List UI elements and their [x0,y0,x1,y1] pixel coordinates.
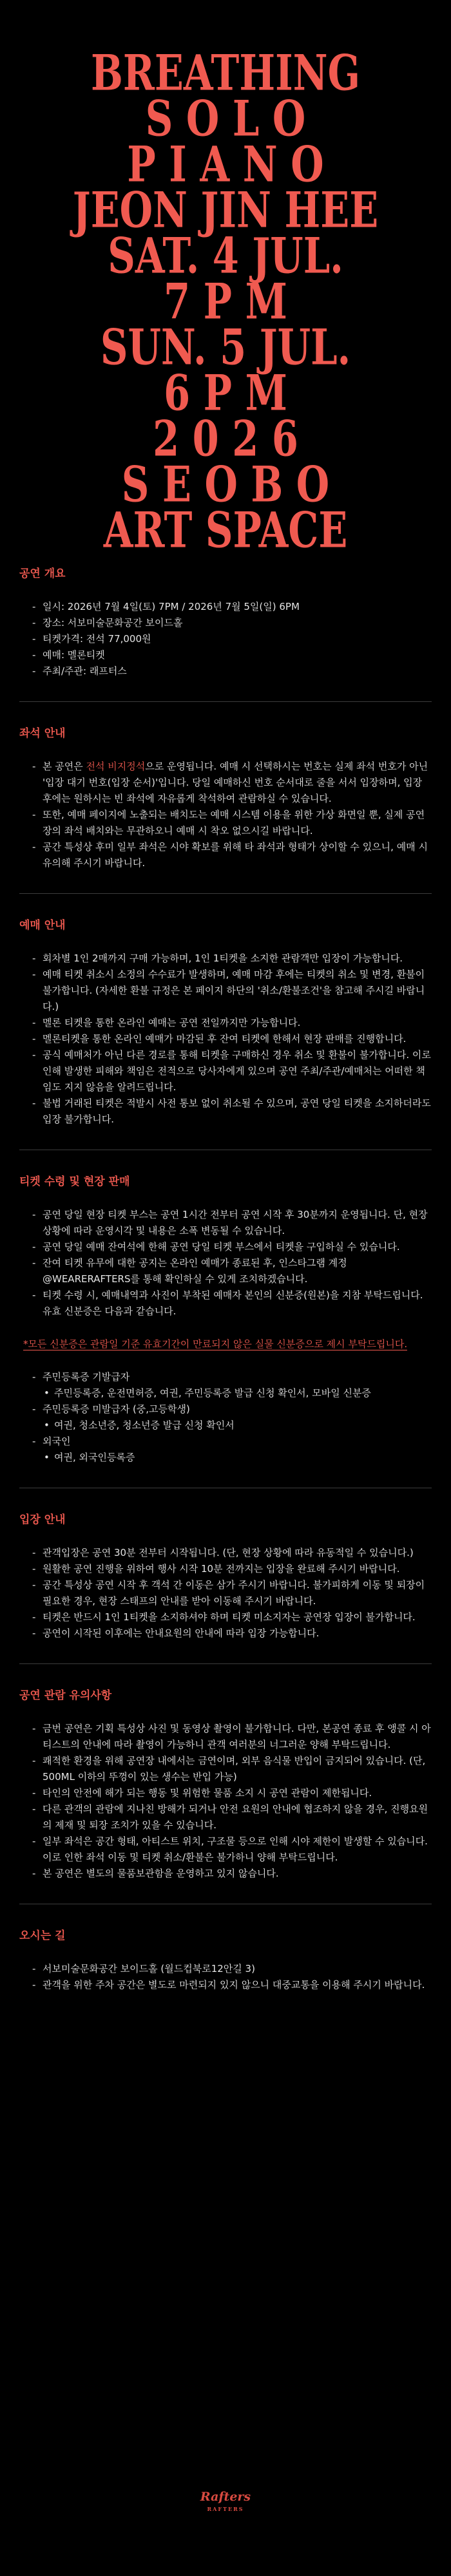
id-category: - 주민등록증 기발급자 [43,1369,432,1385]
valid-id-list [19,1369,432,1466]
info-text: 공연이 시작된 이후에는 안내요원의 안내에 따라 입장 가능합니다. [43,1627,320,1639]
poster-title-line: JEON JIN HEE [72,182,379,239]
section-list [19,1721,432,1882]
info-text: 금번 공연은 기획 특성상 사진 및 동영상 촬영이 불가합니다. 다만, 본공연 종료 후 앵콜 시 아티스트의 안내에 따라 촬영이 가능하니 관객 여러분의 너그러운 양해 부탁드립니다. [43,1723,431,1750]
info-item [43,807,432,839]
info-item [43,1866,432,1882]
logo-wordmark: Rafters [200,2490,251,2504]
info-text: 원활한 공연 진행을 위하여 행사 시작 10분 전까지는 입장을 완료해 주시기 바랍니다. [43,1563,400,1575]
info-item [43,1961,432,1977]
section-list [19,1207,432,1320]
section-list [19,1961,432,1993]
info-text: 본 공연은 [43,761,86,772]
info-item [43,1977,432,1993]
info-item [43,759,432,807]
section-list [19,1545,432,1642]
poster-title-line: SUN. 5 JUL. [100,319,351,376]
info-text: 다른 관객의 관람에 지나친 방해가 되거나 안전 요원의 안내에 협조하지 않을 경우, 진행요원의 제재 및 퇴장 조치가 있을 수 있습니다. [43,1803,428,1831]
info-text: 공식 예매처가 아닌 다른 경로를 통해 티켓을 구매하신 경우 취소 및 환불이 불가합니다. 이로 인해 발생한 피해와 책임은 전적으로 당사자에게 있으며 공연 주최/주관/예매처는 어떠한 책임도 지지 않음을 알려드립니다. [43,1049,431,1093]
info-text: 예매: 멜론티켓 [43,649,105,661]
info-text: 회차별 1인 2매까지 구매 가능하며, 1인 1티켓을 소지한 관람객만 입장이 가능합니다. [43,952,403,964]
info-text: 또한, 예매 페이지에 노출되는 배치도는 예매 시스템 이용을 위한 가상 화면일 뿐, 실제 공연장의 좌석 배치와는 무관하오니 예매 시 착오 없으시길 바랍니다. [43,809,425,837]
info-item [43,1625,432,1642]
section-title: 티켓 수령 및 현장 판매 [19,1175,130,1188]
poster-title-line: 2 0 2 6 [153,410,298,468]
info-text: 일시: 2026년 7월 4일(토) 7PM / 2026년 7월 5일(일) 6PM [43,601,300,612]
info-item [43,1239,432,1255]
info-item [43,1609,432,1625]
info-item [43,1545,432,1561]
id-type-detail: • 주민등록증, 운전면허증, 여권, 주민등록증 발급 신청 확인서, 모바일 신분증 [43,1385,432,1401]
info-text: 쾌적한 환경을 위해 공연장 내에서는 금연이며, 외부 음식물 반입이 금지되어 있습니다. (단, 500ML 이하의 뚜껑이 있는 생수는 반입 가능) [43,1755,426,1783]
info-item [43,1031,432,1047]
poster-title-line: 7 P M [164,273,287,330]
poster-title-line: ART SPACE [103,502,348,559]
section-title: 좌석 안내 [19,727,66,740]
section-list [19,599,432,679]
info-text: 장소: 서보미술문화공간 보이드홀 [43,617,183,629]
section-title: 입장 안내 [19,1513,66,1526]
organizer-logo-wrap [0,2491,451,2515]
info-item [43,631,432,647]
info-item [43,1785,432,1801]
poster-title-line: S O L O [145,90,306,147]
info-item [43,1801,432,1833]
info-item [43,1287,432,1320]
info-item [43,615,432,631]
rafters-logo [200,2491,251,2515]
event-info [0,547,451,1993]
event-poster [0,0,451,559]
section-divider [19,1663,432,1664]
info-item [43,1561,432,1577]
info-item [43,599,432,615]
poster-title-line: 6 P M [164,365,287,422]
info-item [43,1095,432,1128]
info-item [43,1047,432,1095]
section-divider [19,893,432,894]
poster-title-line: P I A N O [127,136,324,193]
info-text: 공간 특성상 후미 일부 좌석은 시야 확보를 위해 타 좌석과 형태가 상이할 수 있으니, 예매 시 유의해 주시기 바랍니다. [43,841,428,869]
info-text: 멜론티켓을 통한 온라인 예매가 마감된 후 잔여 티켓에 한해서 현장 판매를 진행합니다. [43,1033,407,1045]
info-item [43,1577,432,1609]
info-text: 주최/주관: 래프터스 [43,665,127,677]
info-text: 서보미술문화공간 보이드홀 (월드컵북로12안길 3) [43,1963,255,1975]
info-text: 예매 티켓 취소시 소정의 수수료가 발생하며, 예매 마감 후에는 티켓의 취소 및 변경, 환불이 불가합니다. (자세한 환불 규정은 본 페이지 하단의 '취소/환불조건'을 참고해 주시길 바랍니다.) [43,969,425,1012]
info-text: 멜론 티켓을 통한 온라인 예매는 공연 전일까지만 가능합니다. [43,1017,301,1028]
info-text: 티켓은 반드시 1인 1티켓을 소지하셔야 하며 티켓 미소지자는 공연장 입장이 불가합니다. [43,1611,416,1623]
info-item [43,1833,432,1866]
poster-title-line: S E O B O [121,456,330,513]
info-text: 으로 운영됩니다. 예매 시 선택하시는 번호는 실제 좌석 번호가 아닌 '입장 대기 번호(입장 순서)'입니다. 당일 예매하신 번호 순서대로 줄을 서서 입장하며, 입장 후에는 원하시는 빈 좌석에 자유롭게 착석하여 관람하실 수 있습니다. [43,761,428,804]
id-notice-text: *모든 신분증은 관람일 기준 유효기간이 만료되지 않은 실물 신분증으로 제시 부탁드립니다. [23,1338,408,1350]
id-type-detail: • 여권, 청소년증, 청소년증 발급 신청 확인서 [43,1417,432,1434]
id-category: - 외국인 [43,1434,432,1450]
info-item [43,647,432,663]
info-text: 본 공연은 별도의 물품보관함을 운영하고 있지 않습니다. [43,1868,279,1879]
info-text: 잔여 티켓 유무에 대한 공지는 온라인 예매가 종료된 후, 인스타그램 계정 @WEARERAFTERS를 통해 확인하실 수 있게 조치하겠습니다. [43,1257,347,1285]
info-item [43,839,432,871]
info-text: 공연 당일 현장 티켓 부스는 공연 1시간 전부터 공연 시작 후 30분까지 운영됩니다. 단, 현장 상황에 따라 운영시각 및 내용은 소폭 변동될 수 있습니다. [43,1209,428,1236]
info-item [43,1207,432,1239]
info-text: 티켓 수령 시, 예매내역과 사진이 부착된 예매자 본인의 신분증(원본)을 지참 부탁드립니다. 유효 신분증은 다음과 같습니다. [43,1289,423,1317]
info-text: 불법 거래된 티켓은 적발시 사전 통보 없이 취소될 수 있으며, 공연 당일 티켓을 소지하더라도 입장 불가합니다. [43,1097,431,1125]
info-item [43,967,432,1015]
info-text: 관객입장은 공연 30분 전부터 시작됩니다. (단, 현장 상황에 따라 유동적일 수 있습니다.) [43,1547,414,1558]
info-item [43,1721,432,1753]
section-title: 공연 개요 [19,567,66,580]
info-text: 공연 당일 예매 잔여석에 한해 공연 당일 티켓 부스에서 티켓을 구입하실 수 있습니다. [43,1241,400,1253]
info-item [43,1015,432,1031]
poster-title-line: BREATHING [91,44,360,102]
info-item [43,663,432,679]
id-notice [19,1336,432,1352]
section-divider [19,701,432,702]
section-title: 공연 관람 유의사항 [19,1689,112,1702]
info-text: 관객을 위한 주차 공간은 별도로 마련되지 있지 않으니 대중교통을 이용해 주시기 바랍니다. [43,1979,425,1991]
info-text: 공간 특성상 공연 시작 후 객석 간 이동은 삼가 주시기 바랍니다. 불가피하게 이동 및 퇴장이 필요한 경우, 현장 스태프의 안내를 받아 이동해 주시기 바랍니다. [43,1579,425,1607]
info-text: 일부 좌석은 공간 형태, 아티스트 위치, 구조물 등으로 인해 시야 제한이 발생할 수 있습니다. 이로 인한 좌석 이동 및 티켓 취소/환불은 불가하니 양해 부탁드립니다. [43,1835,428,1863]
section-title: 오시는 길 [19,1929,66,1942]
id-category: - 주민등록증 미발급자 (중,고등학생) [43,1401,432,1417]
info-item [43,1753,432,1785]
highlight-text: 전석 비지정석 [86,761,146,772]
logo-subtext: RAFTERS [207,2506,244,2512]
poster-title-line: SAT. 4 JUL. [108,227,343,285]
section-title: 예매 안내 [19,919,66,932]
id-type-detail: • 여권, 외국인등록증 [43,1450,432,1466]
info-item [43,1255,432,1287]
info-text: 타인의 안전에 해가 되는 행동 및 위험한 물품 소지 시 공연 관람이 제한됩니다. [43,1787,372,1799]
section-list [19,951,432,1128]
section-list [19,759,432,871]
info-item [43,951,432,967]
info-text: 티켓가격: 전석 77,000원 [43,633,151,645]
